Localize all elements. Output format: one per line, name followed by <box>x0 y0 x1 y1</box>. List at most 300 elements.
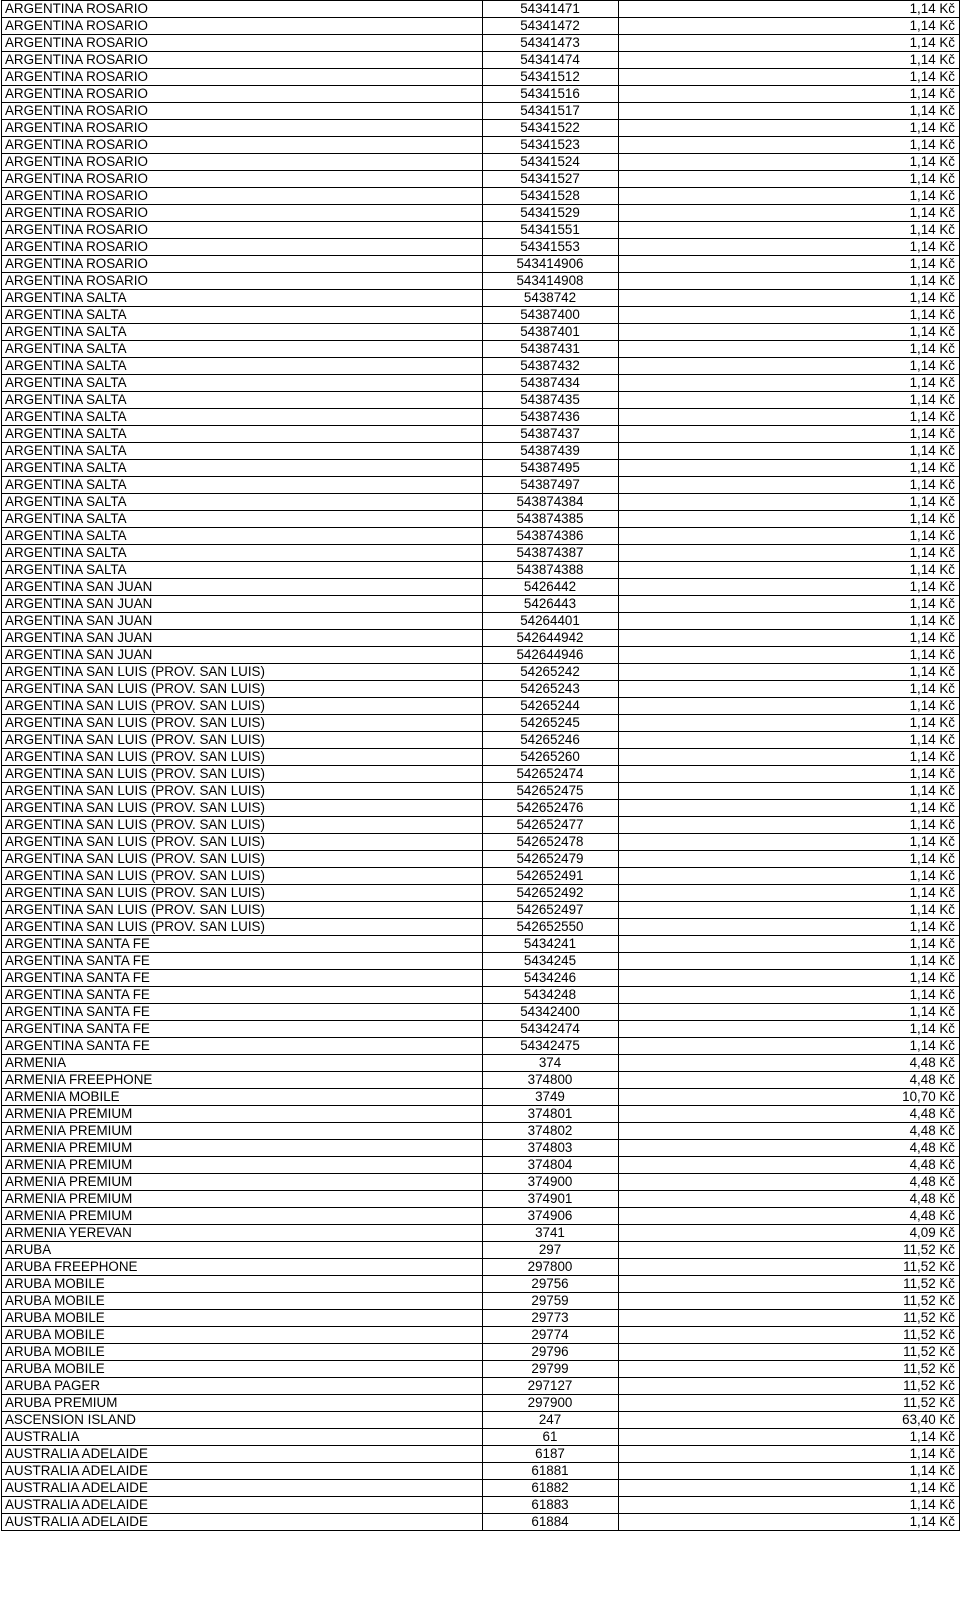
prefix-cell: 5426442 <box>483 579 619 596</box>
table-row <box>2 749 960 766</box>
prefix-cell: 54341516 <box>483 86 619 103</box>
destination-cell: ARGENTINA SALTA <box>2 409 483 426</box>
table-row <box>2 188 960 205</box>
prefix-cell: 543874386 <box>483 528 619 545</box>
table-row <box>2 1310 960 1327</box>
table-row <box>2 137 960 154</box>
price-cell: 1,14 Kč <box>619 1429 960 1446</box>
prefix-cell: 54341473 <box>483 35 619 52</box>
prefix-cell: 54265260 <box>483 749 619 766</box>
destination-cell: AUSTRALIA ADELAIDE <box>2 1497 483 1514</box>
prefix-cell: 5434241 <box>483 936 619 953</box>
destination-cell: ARGENTINA SALTA <box>2 290 483 307</box>
prefix-cell: 61882 <box>483 1480 619 1497</box>
destination-cell: ARGENTINA SAN JUAN <box>2 647 483 664</box>
table-row <box>2 1004 960 1021</box>
price-cell: 1,14 Kč <box>619 1514 960 1531</box>
table-row <box>2 562 960 579</box>
destination-cell: ARGENTINA SALTA <box>2 443 483 460</box>
prefix-cell: 54341517 <box>483 103 619 120</box>
prefix-cell: 5426443 <box>483 596 619 613</box>
prefix-cell: 5434248 <box>483 987 619 1004</box>
price-cell: 1,14 Kč <box>619 596 960 613</box>
price-cell: 1,14 Kč <box>619 443 960 460</box>
destination-cell: ARGENTINA ROSARIO <box>2 103 483 120</box>
price-cell: 1,14 Kč <box>619 579 960 596</box>
destination-cell: ARMENIA YEREVAN <box>2 1225 483 1242</box>
prefix-cell: 61883 <box>483 1497 619 1514</box>
destination-cell: ARGENTINA SAN LUIS (PROV. SAN LUIS) <box>2 698 483 715</box>
destination-cell: ARGENTINA SAN LUIS (PROV. SAN LUIS) <box>2 749 483 766</box>
price-cell: 4,48 Kč <box>619 1055 960 1072</box>
table-row <box>2 851 960 868</box>
prefix-cell: 297 <box>483 1242 619 1259</box>
price-cell: 4,48 Kč <box>619 1191 960 1208</box>
price-cell: 1,14 Kč <box>619 426 960 443</box>
price-cell: 1,14 Kč <box>619 647 960 664</box>
destination-cell: ARGENTINA ROSARIO <box>2 86 483 103</box>
destination-cell: ARGENTINA ROSARIO <box>2 256 483 273</box>
table-row <box>2 681 960 698</box>
destination-cell: ARMENIA MOBILE <box>2 1089 483 1106</box>
price-cell: 1,14 Kč <box>619 902 960 919</box>
price-cell: 1,14 Kč <box>619 171 960 188</box>
table-row <box>2 18 960 35</box>
prefix-cell: 297900 <box>483 1395 619 1412</box>
prefix-cell: 54387434 <box>483 375 619 392</box>
destination-cell: ARGENTINA SANTA FE <box>2 1021 483 1038</box>
destination-cell: ARGENTINA ROSARIO <box>2 52 483 69</box>
prefix-cell: 374801 <box>483 1106 619 1123</box>
destination-cell: ARGENTINA SAN LUIS (PROV. SAN LUIS) <box>2 664 483 681</box>
destination-cell: ARGENTINA ROSARIO <box>2 69 483 86</box>
price-cell: 1,14 Kč <box>619 358 960 375</box>
table-row <box>2 52 960 69</box>
prefix-cell: 542652477 <box>483 817 619 834</box>
destination-cell: ARGENTINA SALTA <box>2 477 483 494</box>
price-cell: 1,14 Kč <box>619 936 960 953</box>
price-cell: 1,14 Kč <box>619 324 960 341</box>
table-row <box>2 460 960 477</box>
prefix-cell: 543414908 <box>483 273 619 290</box>
prefix-cell: 542652491 <box>483 868 619 885</box>
price-cell: 1,14 Kč <box>619 528 960 545</box>
table-row <box>2 1225 960 1242</box>
table-row <box>2 1395 960 1412</box>
prefix-cell: 29799 <box>483 1361 619 1378</box>
prefix-cell: 543414906 <box>483 256 619 273</box>
destination-cell: ARGENTINA SANTA FE <box>2 953 483 970</box>
table-row <box>2 1157 960 1174</box>
table-row <box>2 1038 960 1055</box>
price-cell: 1,14 Kč <box>619 630 960 647</box>
prefix-cell: 54387435 <box>483 392 619 409</box>
table-row <box>2 426 960 443</box>
destination-cell: ARGENTINA SAN LUIS (PROV. SAN LUIS) <box>2 885 483 902</box>
destination-cell: ARMENIA PREMIUM <box>2 1106 483 1123</box>
destination-cell: ARGENTINA SAN LUIS (PROV. SAN LUIS) <box>2 783 483 800</box>
table-row <box>2 239 960 256</box>
table-row <box>2 919 960 936</box>
destination-cell: ARGENTINA ROSARIO <box>2 18 483 35</box>
price-cell: 1,14 Kč <box>619 1004 960 1021</box>
table-row <box>2 103 960 120</box>
destination-cell: ARGENTINA SAN LUIS (PROV. SAN LUIS) <box>2 681 483 698</box>
table-row <box>2 290 960 307</box>
price-cell: 11,52 Kč <box>619 1310 960 1327</box>
destination-cell: ARUBA PAGER <box>2 1378 483 1395</box>
prefix-cell: 54342474 <box>483 1021 619 1038</box>
prefix-cell: 542652550 <box>483 919 619 936</box>
prefix-cell: 54265245 <box>483 715 619 732</box>
prefix-cell: 29759 <box>483 1293 619 1310</box>
prefix-cell: 374802 <box>483 1123 619 1140</box>
destination-cell: AUSTRALIA <box>2 1429 483 1446</box>
price-cell: 1,14 Kč <box>619 290 960 307</box>
destination-cell: ARGENTINA ROSARIO <box>2 35 483 52</box>
destination-cell: ARUBA FREEPHONE <box>2 1259 483 1276</box>
prefix-cell: 374906 <box>483 1208 619 1225</box>
price-cell: 1,14 Kč <box>619 613 960 630</box>
price-cell: 1,14 Kč <box>619 239 960 256</box>
destination-cell: ARUBA MOBILE <box>2 1276 483 1293</box>
prefix-cell: 542652479 <box>483 851 619 868</box>
price-cell: 1,14 Kč <box>619 749 960 766</box>
prefix-cell: 3749 <box>483 1089 619 1106</box>
destination-cell: ARGENTINA SAN LUIS (PROV. SAN LUIS) <box>2 868 483 885</box>
destination-cell: ARGENTINA SAN LUIS (PROV. SAN LUIS) <box>2 851 483 868</box>
prefix-cell: 247 <box>483 1412 619 1429</box>
prefix-cell: 54341551 <box>483 222 619 239</box>
table-row <box>2 1021 960 1038</box>
price-cell: 1,14 Kč <box>619 69 960 86</box>
destination-cell: ARMENIA PREMIUM <box>2 1208 483 1225</box>
table-row <box>2 1242 960 1259</box>
prefix-cell: 54341553 <box>483 239 619 256</box>
table-row <box>2 902 960 919</box>
price-cell: 1,14 Kč <box>619 307 960 324</box>
table-row <box>2 1497 960 1514</box>
table-row <box>2 834 960 851</box>
prefix-cell: 61881 <box>483 1463 619 1480</box>
price-cell: 1,14 Kč <box>619 188 960 205</box>
destination-cell: ARGENTINA SAN JUAN <box>2 613 483 630</box>
destination-cell: ARGENTINA SAN JUAN <box>2 579 483 596</box>
destination-cell: ARMENIA PREMIUM <box>2 1140 483 1157</box>
table-row <box>2 732 960 749</box>
table-row <box>2 715 960 732</box>
prefix-cell: 542652478 <box>483 834 619 851</box>
destination-cell: ARUBA MOBILE <box>2 1361 483 1378</box>
price-cell: 4,48 Kč <box>619 1140 960 1157</box>
price-cell: 1,14 Kč <box>619 766 960 783</box>
table-row <box>2 205 960 222</box>
price-cell: 1,14 Kč <box>619 137 960 154</box>
price-cell: 11,52 Kč <box>619 1378 960 1395</box>
prefix-cell: 297127 <box>483 1378 619 1395</box>
destination-cell: ARGENTINA SALTA <box>2 511 483 528</box>
price-cell: 4,48 Kč <box>619 1157 960 1174</box>
prefix-cell: 542652497 <box>483 902 619 919</box>
price-cell: 1,14 Kč <box>619 562 960 579</box>
prefix-cell: 54341472 <box>483 18 619 35</box>
destination-cell: ARGENTINA SAN LUIS (PROV. SAN LUIS) <box>2 902 483 919</box>
prefix-cell: 542652476 <box>483 800 619 817</box>
destination-cell: ARGENTINA ROSARIO <box>2 154 483 171</box>
table-row <box>2 1191 960 1208</box>
destination-cell: ARMENIA PREMIUM <box>2 1123 483 1140</box>
price-cell: 11,52 Kč <box>619 1327 960 1344</box>
prefix-cell: 29774 <box>483 1327 619 1344</box>
price-cell: 1,14 Kč <box>619 834 960 851</box>
table-row <box>2 1259 960 1276</box>
destination-cell: ARGENTINA SALTA <box>2 358 483 375</box>
destination-cell: ARGENTINA SALTA <box>2 392 483 409</box>
destination-cell: ARUBA MOBILE <box>2 1344 483 1361</box>
destination-cell: ARGENTINA SAN LUIS (PROV. SAN LUIS) <box>2 834 483 851</box>
table-row <box>2 664 960 681</box>
destination-cell: ARMENIA FREEPHONE <box>2 1072 483 1089</box>
table-row <box>2 324 960 341</box>
prefix-cell: 374800 <box>483 1072 619 1089</box>
table-row <box>2 953 960 970</box>
price-cell: 1,14 Kč <box>619 851 960 868</box>
table-row <box>2 1089 960 1106</box>
destination-cell: ARGENTINA SANTA FE <box>2 936 483 953</box>
destination-cell: ARGENTINA SALTA <box>2 494 483 511</box>
destination-cell: ARGENTINA SANTA FE <box>2 970 483 987</box>
table-row <box>2 1208 960 1225</box>
table-row <box>2 1276 960 1293</box>
table-row <box>2 800 960 817</box>
prefix-cell: 543874388 <box>483 562 619 579</box>
table-row <box>2 817 960 834</box>
price-cell: 1,14 Kč <box>619 477 960 494</box>
table-row <box>2 256 960 273</box>
price-cell: 4,48 Kč <box>619 1174 960 1191</box>
table-row <box>2 987 960 1004</box>
prefix-cell: 543874384 <box>483 494 619 511</box>
price-cell: 1,14 Kč <box>619 205 960 222</box>
prefix-cell: 3741 <box>483 1225 619 1242</box>
price-cell: 1,14 Kč <box>619 1021 960 1038</box>
table-row <box>2 630 960 647</box>
price-cell: 1,14 Kč <box>619 494 960 511</box>
table-row <box>2 443 960 460</box>
price-cell: 4,48 Kč <box>619 1072 960 1089</box>
destination-cell: ARGENTINA ROSARIO <box>2 239 483 256</box>
prefix-cell: 54387401 <box>483 324 619 341</box>
destination-cell: ARGENTINA SAN LUIS (PROV. SAN LUIS) <box>2 800 483 817</box>
price-cell: 11,52 Kč <box>619 1293 960 1310</box>
prefix-cell: 54341527 <box>483 171 619 188</box>
price-cell: 11,52 Kč <box>619 1276 960 1293</box>
price-cell: 1,14 Kč <box>619 783 960 800</box>
price-cell: 1,14 Kč <box>619 1446 960 1463</box>
destination-cell: ARGENTINA ROSARIO <box>2 205 483 222</box>
table-row <box>2 613 960 630</box>
table-row <box>2 1140 960 1157</box>
prefix-cell: 54341523 <box>483 137 619 154</box>
price-cell: 1,14 Kč <box>619 885 960 902</box>
price-cell: 11,52 Kč <box>619 1344 960 1361</box>
table-row <box>2 1378 960 1395</box>
table-row <box>2 1106 960 1123</box>
prefix-cell: 54342475 <box>483 1038 619 1055</box>
table-row <box>2 1463 960 1480</box>
prefix-cell: 54341474 <box>483 52 619 69</box>
destination-cell: ARUBA MOBILE <box>2 1310 483 1327</box>
prefix-cell: 54387431 <box>483 341 619 358</box>
destination-cell: AUSTRALIA ADELAIDE <box>2 1446 483 1463</box>
price-cell: 11,52 Kč <box>619 1395 960 1412</box>
prefix-cell: 54387432 <box>483 358 619 375</box>
destination-cell: AUSTRALIA ADELAIDE <box>2 1480 483 1497</box>
destination-cell: ARGENTINA SAN LUIS (PROV. SAN LUIS) <box>2 732 483 749</box>
price-cell: 4,48 Kč <box>619 1106 960 1123</box>
table-row <box>2 698 960 715</box>
table-row <box>2 1327 960 1344</box>
destination-cell: ARUBA MOBILE <box>2 1327 483 1344</box>
prefix-cell: 29756 <box>483 1276 619 1293</box>
destination-cell: ARGENTINA SALTA <box>2 324 483 341</box>
price-cell: 4,48 Kč <box>619 1123 960 1140</box>
destination-cell: ARGENTINA SANTA FE <box>2 1004 483 1021</box>
prefix-cell: 54265242 <box>483 664 619 681</box>
price-cell: 1,14 Kč <box>619 460 960 477</box>
prefix-cell: 542644942 <box>483 630 619 647</box>
table-row <box>2 171 960 188</box>
rate-table-body <box>2 1 960 1531</box>
table-row <box>2 409 960 426</box>
prefix-cell: 374900 <box>483 1174 619 1191</box>
prefix-cell: 54265243 <box>483 681 619 698</box>
table-row <box>2 222 960 239</box>
table-row <box>2 307 960 324</box>
price-cell: 1,14 Kč <box>619 341 960 358</box>
prefix-cell: 54341524 <box>483 154 619 171</box>
prefix-cell: 61 <box>483 1429 619 1446</box>
rate-table <box>1 0 960 1531</box>
price-cell: 1,14 Kč <box>619 1480 960 1497</box>
table-row <box>2 1344 960 1361</box>
prefix-cell: 5434246 <box>483 970 619 987</box>
price-cell: 1,14 Kč <box>619 256 960 273</box>
table-row <box>2 647 960 664</box>
table-row <box>2 579 960 596</box>
prefix-cell: 542644946 <box>483 647 619 664</box>
price-cell: 11,52 Kč <box>619 1242 960 1259</box>
prefix-cell: 54387495 <box>483 460 619 477</box>
price-cell: 1,14 Kč <box>619 273 960 290</box>
prefix-cell: 54387437 <box>483 426 619 443</box>
table-row <box>2 970 960 987</box>
price-cell: 1,14 Kč <box>619 715 960 732</box>
table-row <box>2 341 960 358</box>
table-row <box>2 1 960 18</box>
price-cell: 11,52 Kč <box>619 1361 960 1378</box>
destination-cell: ARGENTINA SANTA FE <box>2 987 483 1004</box>
table-row <box>2 1293 960 1310</box>
prefix-cell: 543874385 <box>483 511 619 528</box>
price-cell: 63,40 Kč <box>619 1412 960 1429</box>
destination-cell: ARGENTINA SANTA FE <box>2 1038 483 1055</box>
destination-cell: ARGENTINA ROSARIO <box>2 188 483 205</box>
table-row <box>2 1480 960 1497</box>
table-row <box>2 358 960 375</box>
destination-cell: ARGENTINA SALTA <box>2 545 483 562</box>
price-cell: 1,14 Kč <box>619 681 960 698</box>
table-row <box>2 375 960 392</box>
prefix-cell: 54387439 <box>483 443 619 460</box>
table-row <box>2 766 960 783</box>
table-row <box>2 154 960 171</box>
price-cell: 1,14 Kč <box>619 511 960 528</box>
price-cell: 1,14 Kč <box>619 120 960 137</box>
price-cell: 1,14 Kč <box>619 953 960 970</box>
prefix-cell: 54387497 <box>483 477 619 494</box>
destination-cell: ARGENTINA ROSARIO <box>2 137 483 154</box>
price-cell: 1,14 Kč <box>619 970 960 987</box>
destination-cell: ARGENTINA ROSARIO <box>2 120 483 137</box>
destination-cell: ARGENTINA SALTA <box>2 528 483 545</box>
table-row <box>2 885 960 902</box>
destination-cell: ARGENTINA SAN LUIS (PROV. SAN LUIS) <box>2 715 483 732</box>
destination-cell: ARUBA PREMIUM <box>2 1395 483 1412</box>
table-row <box>2 1072 960 1089</box>
price-cell: 1,14 Kč <box>619 545 960 562</box>
prefix-cell: 374901 <box>483 1191 619 1208</box>
prefix-cell: 542652492 <box>483 885 619 902</box>
price-cell: 1,14 Kč <box>619 732 960 749</box>
table-row <box>2 511 960 528</box>
table-row <box>2 1429 960 1446</box>
table-row <box>2 494 960 511</box>
price-cell: 1,14 Kč <box>619 1038 960 1055</box>
prefix-cell: 297800 <box>483 1259 619 1276</box>
destination-cell: ARMENIA PREMIUM <box>2 1174 483 1191</box>
prefix-cell: 54341529 <box>483 205 619 222</box>
price-cell: 1,14 Kč <box>619 222 960 239</box>
prefix-cell: 6187 <box>483 1446 619 1463</box>
price-cell: 11,52 Kč <box>619 1259 960 1276</box>
price-cell: 1,14 Kč <box>619 1497 960 1514</box>
table-row <box>2 120 960 137</box>
price-cell: 1,14 Kč <box>619 817 960 834</box>
destination-cell: ARGENTINA SAN LUIS (PROV. SAN LUIS) <box>2 766 483 783</box>
destination-cell: ARMENIA PREMIUM <box>2 1191 483 1208</box>
price-cell: 4,48 Kč <box>619 1208 960 1225</box>
destination-cell: ARGENTINA ROSARIO <box>2 171 483 188</box>
destination-cell: ARGENTINA SAN JUAN <box>2 630 483 647</box>
price-cell: 1,14 Kč <box>619 154 960 171</box>
price-cell: 4,09 Kč <box>619 1225 960 1242</box>
destination-cell: ARGENTINA SALTA <box>2 375 483 392</box>
destination-cell: ARGENTINA ROSARIO <box>2 273 483 290</box>
price-cell: 1,14 Kč <box>619 35 960 52</box>
destination-cell: AUSTRALIA ADELAIDE <box>2 1463 483 1480</box>
prefix-cell: 542652475 <box>483 783 619 800</box>
table-row <box>2 1514 960 1531</box>
table-row <box>2 477 960 494</box>
destination-cell: ARGENTINA SAN JUAN <box>2 596 483 613</box>
destination-cell: ARGENTINA ROSARIO <box>2 1 483 18</box>
price-cell: 1,14 Kč <box>619 52 960 69</box>
price-cell: 1,14 Kč <box>619 698 960 715</box>
prefix-cell: 61884 <box>483 1514 619 1531</box>
table-row <box>2 1412 960 1429</box>
prefix-cell: 54264401 <box>483 613 619 630</box>
